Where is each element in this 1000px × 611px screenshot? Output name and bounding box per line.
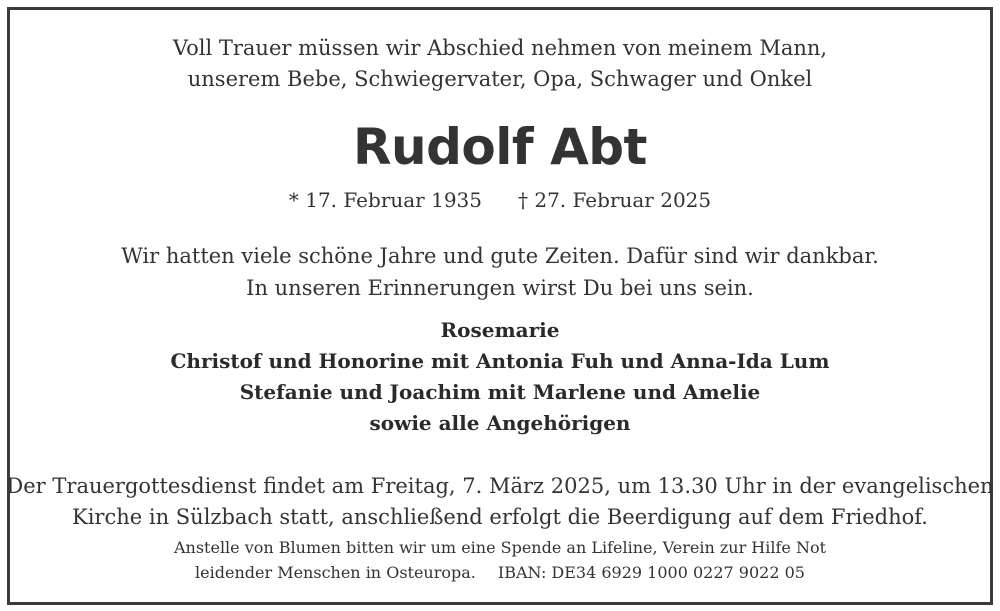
birth-date: * 17. Februar 1935 (288, 188, 482, 212)
death-date: † 27. Februar 2025 (518, 188, 712, 212)
service-line-1: Der Trauergottesdienst findet am Freitag, 7. März 2025, um 13.30 Uhr in der evangelischen (6, 474, 994, 498)
deceased-name: Rudolf Abt (353, 118, 647, 176)
service-line-2: Kirche in Sülzbach statt, anschließend erfolgt die Beerdigung auf dem Friedhof. (72, 505, 928, 529)
mourner-name: Christof und Honorine mit Antonia Fuh und Anna-Ida Lum (170, 349, 830, 373)
iban: IBAN: DE34 6929 1000 0227 9022 05 (497, 563, 805, 582)
donation-line-1: Anstelle von Blumen bitten wir um eine Spende an Lifeline, Verein zur Hilfe Not (173, 538, 827, 557)
donation-recipient: leidender Menschen in Osteuropa. (195, 563, 476, 582)
life-dates (0, 188, 1000, 212)
quote-line-2: In unseren Erinnerungen wirst Du bei uns sein. (246, 276, 754, 300)
mourner-name: Stefanie und Joachim mit Marlene und Amelie (239, 380, 761, 404)
donation-line-2 (0, 563, 1000, 582)
intro-line-2: unserem Bebe, Schwiegervater, Opa, Schwager und Onkel (187, 67, 813, 91)
mourner-name: sowie alle Angehörigen (369, 411, 631, 435)
mourner-name: Rosemarie (440, 318, 560, 342)
quote-line-1: Wir hatten viele schöne Jahre und gute Zeiten. Dafür sind wir dankbar. (121, 244, 879, 268)
intro-line-1: Voll Trauer müssen wir Abschied nehmen von meinem Mann, (172, 36, 828, 60)
